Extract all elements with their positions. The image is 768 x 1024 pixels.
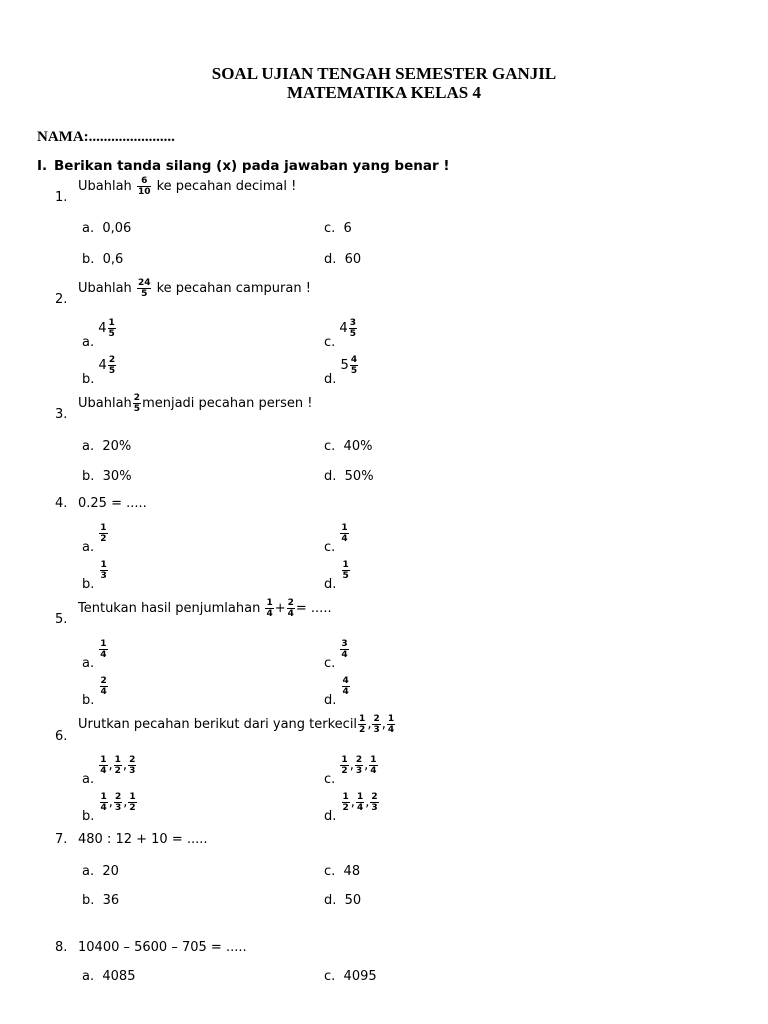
option-a[interactable]: a. $\frac{1}{2}$	[82, 523, 107, 555]
question-2: Ubahlah $\frac{24}{5}$ ke pecahan campuran !	[78, 278, 311, 299]
question-4: 0.25 = .....	[78, 496, 147, 511]
question-1: Ubahlah $\frac{6}{10}$ ke pecahan decimal !	[78, 176, 297, 197]
option-c[interactable]: c. $\frac{1}{4}$	[324, 523, 348, 555]
option-b[interactable]: b. 30%	[82, 469, 132, 484]
option-c[interactable]: c. 48	[324, 864, 361, 879]
page-subtitle: MATEMATIKA KELAS 4	[287, 83, 481, 102]
option-a[interactable]: a. 20%	[82, 439, 132, 454]
option-a[interactable]: a. 4 $\frac{1}{5}$	[82, 318, 115, 350]
question-number: 4.	[55, 496, 68, 511]
question-number: 2.	[55, 292, 68, 307]
option-c[interactable]: c. 40%	[324, 439, 373, 454]
option-c[interactable]: c. $\frac{3}{4}$	[324, 639, 348, 671]
page-title: SOAL UJIAN TENGAH SEMESTER GANJIL	[211, 64, 557, 83]
option-d[interactable]: d. $\frac{1}{5}$	[324, 560, 349, 592]
fraction: $\frac{6}{10}$	[137, 176, 151, 197]
question-5: Tentukan hasil penjumlahan $\frac{1}{4}$ + $\frac{2}{4}$ = .....	[78, 598, 332, 619]
question-6: Urutkan pecahan berikut dari yang terkecil $\frac{1}{2}$ , $\frac{2}{3}$ , $\frac{1}{4}$	[78, 714, 395, 735]
option-a[interactable]: a. 20	[82, 864, 119, 879]
option-d[interactable]: d. 50%	[324, 469, 374, 484]
option-d[interactable]: d. $\frac{4}{4}$	[324, 676, 349, 708]
question-number: 8.	[55, 940, 68, 955]
question-number: 7.	[55, 832, 68, 847]
option-c[interactable]: c. 4095	[324, 969, 377, 984]
option-b[interactable]: b. 0,6	[82, 252, 124, 267]
option-d[interactable]: d. 50	[324, 893, 362, 908]
question-8: 10400 – 5600 – 705 = .....	[78, 940, 247, 955]
option-c[interactable]: c. $\frac{1}{2}$ , $\frac{2}{3}$ , $\frac{1}{4}$	[324, 755, 377, 787]
question-number: 5.	[55, 612, 68, 627]
option-c[interactable]: c. 4 $\frac{3}{5}$	[324, 318, 356, 350]
section-number: I.	[37, 158, 48, 174]
option-b[interactable]: b. $\frac{2}{4}$	[82, 676, 107, 708]
option-b[interactable]: b. 36	[82, 893, 120, 908]
option-a[interactable]: a. 0,06	[82, 221, 132, 236]
question-number: 1.	[55, 190, 68, 205]
question-number: 6.	[55, 729, 68, 744]
option-d[interactable]: d. $\frac{1}{2}$ , $\frac{1}{4}$ , $\frac{2}{3}$	[324, 792, 378, 824]
option-b[interactable]: b. 4 $\frac{2}{5}$	[82, 355, 116, 387]
option-a[interactable]: a. $\frac{1}{4}$	[82, 639, 107, 671]
option-b[interactable]: b. $\frac{1}{3}$	[82, 560, 107, 592]
nama-field: NAMA:.......................	[37, 129, 175, 145]
option-a[interactable]: a. $\frac{1}{4}$ , $\frac{1}{2}$ , $\frac{2}{3}$	[82, 755, 136, 787]
question-number: 3.	[55, 407, 68, 422]
option-a[interactable]: a. 4085	[82, 969, 136, 984]
fraction: $\frac{24}{5}$	[137, 278, 151, 299]
option-c[interactable]: c. 6	[324, 221, 352, 236]
question-3: Ubahlah $\frac{2}{5}$ menjadi pecahan persen !	[78, 393, 313, 414]
question-7: 480 : 12 + 10 = .....	[78, 832, 208, 847]
fraction: $\frac{2}{5}$	[133, 393, 141, 414]
section-instruction: Berikan tanda silang (x) pada jawaban yang benar !	[54, 158, 450, 174]
option-d[interactable]: d. 5 $\frac{4}{5}$	[324, 355, 358, 387]
option-b[interactable]: b. $\frac{1}{4}$ , $\frac{2}{3}$ , $\frac{1}{2}$	[82, 792, 136, 824]
option-d[interactable]: d. 60	[324, 252, 362, 267]
